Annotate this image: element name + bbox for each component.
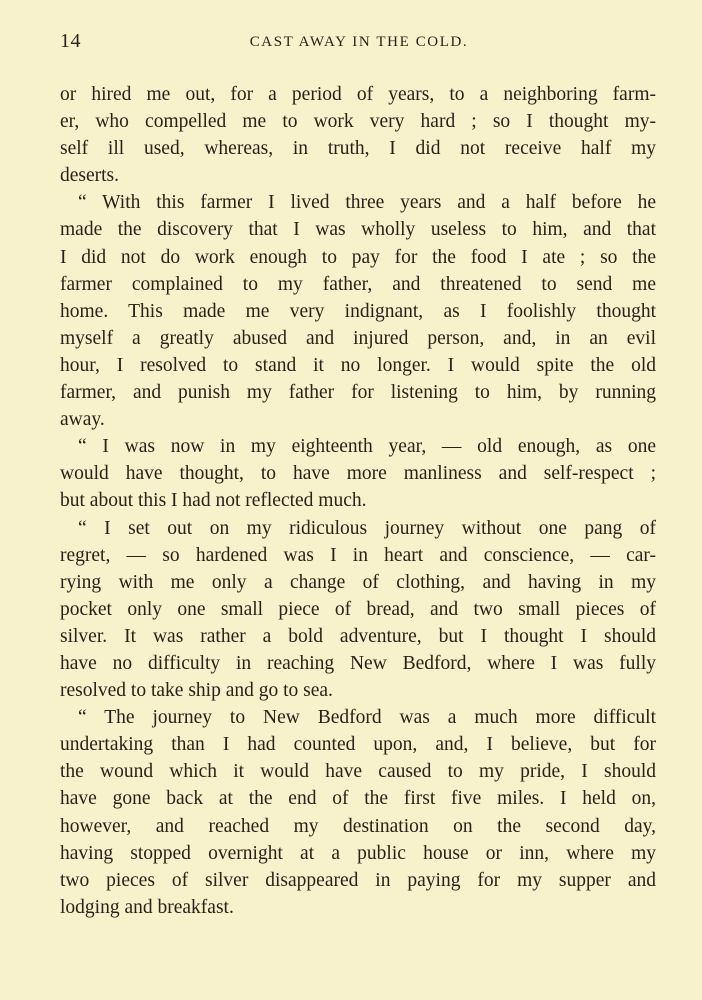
text-line: undertaking than I had counted upon, and, I believe, but for bbox=[60, 734, 656, 756]
text-line: hour, I resolved to stand it no longer. I would spite the old bbox=[60, 354, 656, 376]
body-text bbox=[60, 81, 656, 921]
text-line: the wound which it would have caused to my pride, I should bbox=[60, 761, 656, 783]
text-line: farmer complained to my father, and threatened to send me bbox=[60, 273, 656, 295]
text-line: but about this I had not reflected much. bbox=[60, 490, 367, 512]
text-line: “ I was now in my eighteenth year, — old enough, as one bbox=[78, 436, 656, 458]
text-line: “ With this farmer I lived three years and a half before he bbox=[78, 192, 656, 214]
text-line: silver. It was rather a bold adventure, but I thought I should bbox=[60, 625, 656, 647]
running-head bbox=[60, 30, 658, 60]
text-line: resolved to take ship and go to sea. bbox=[60, 680, 333, 702]
paragraph bbox=[60, 433, 656, 514]
paragraph bbox=[60, 189, 656, 433]
text-line: myself a greatly abused and injured person, and, in an evil bbox=[60, 327, 656, 349]
text-line: two pieces of silver disappeared in paying for my supper and bbox=[60, 869, 656, 891]
text-line: pocket only one small piece of bread, and two small pieces of bbox=[60, 598, 656, 620]
text-line: having stopped overnight at a public house or inn, where my bbox=[60, 842, 656, 864]
text-line: I did not do work enough to pay for the food I ate ; so the bbox=[60, 246, 656, 268]
text-line: have gone back at the end of the first five miles. I held on, bbox=[60, 788, 656, 810]
paragraph bbox=[60, 81, 656, 189]
paragraph bbox=[60, 704, 656, 921]
text-line: have no difficulty in reaching New Bedford, where I was fully bbox=[60, 652, 656, 674]
text-line: would have thought, to have more manliness and self-respect ; bbox=[60, 463, 656, 485]
text-line: or hired me out, for a period of years, to a neighboring farm- bbox=[60, 84, 656, 105]
text-line: self ill used, whereas, in truth, I did not receive half my bbox=[60, 138, 656, 160]
text-line: home. This made me very indignant, as I foolishly thought bbox=[60, 300, 656, 322]
text-line: er, who compelled me to work very hard ; so I thought my- bbox=[60, 111, 656, 133]
page-number: 14 bbox=[60, 30, 81, 52]
text-line: farmer, and punish my father for listening to him, by running bbox=[60, 382, 656, 404]
running-title: CAST AWAY IN THE COLD. bbox=[249, 34, 469, 50]
text-line: rying with me only a change of clothing, and having in my bbox=[60, 571, 656, 593]
text-line: however, and reached my destination on the second day, bbox=[60, 815, 656, 837]
text-line: deserts. bbox=[60, 165, 120, 187]
text-line: regret, — so hardened was I in heart and conscience, — car- bbox=[60, 544, 656, 566]
paragraph bbox=[60, 515, 656, 705]
text-line: “ I set out on my ridiculous journey without one pang of bbox=[78, 517, 656, 539]
text-line: lodging and breakfast. bbox=[60, 896, 234, 918]
text-line: “ The journey to New Bedford was a much more difficult bbox=[78, 707, 656, 729]
text-line: made the discovery that I was wholly useless to him, and that bbox=[60, 219, 656, 241]
text-line: away. bbox=[60, 409, 105, 431]
